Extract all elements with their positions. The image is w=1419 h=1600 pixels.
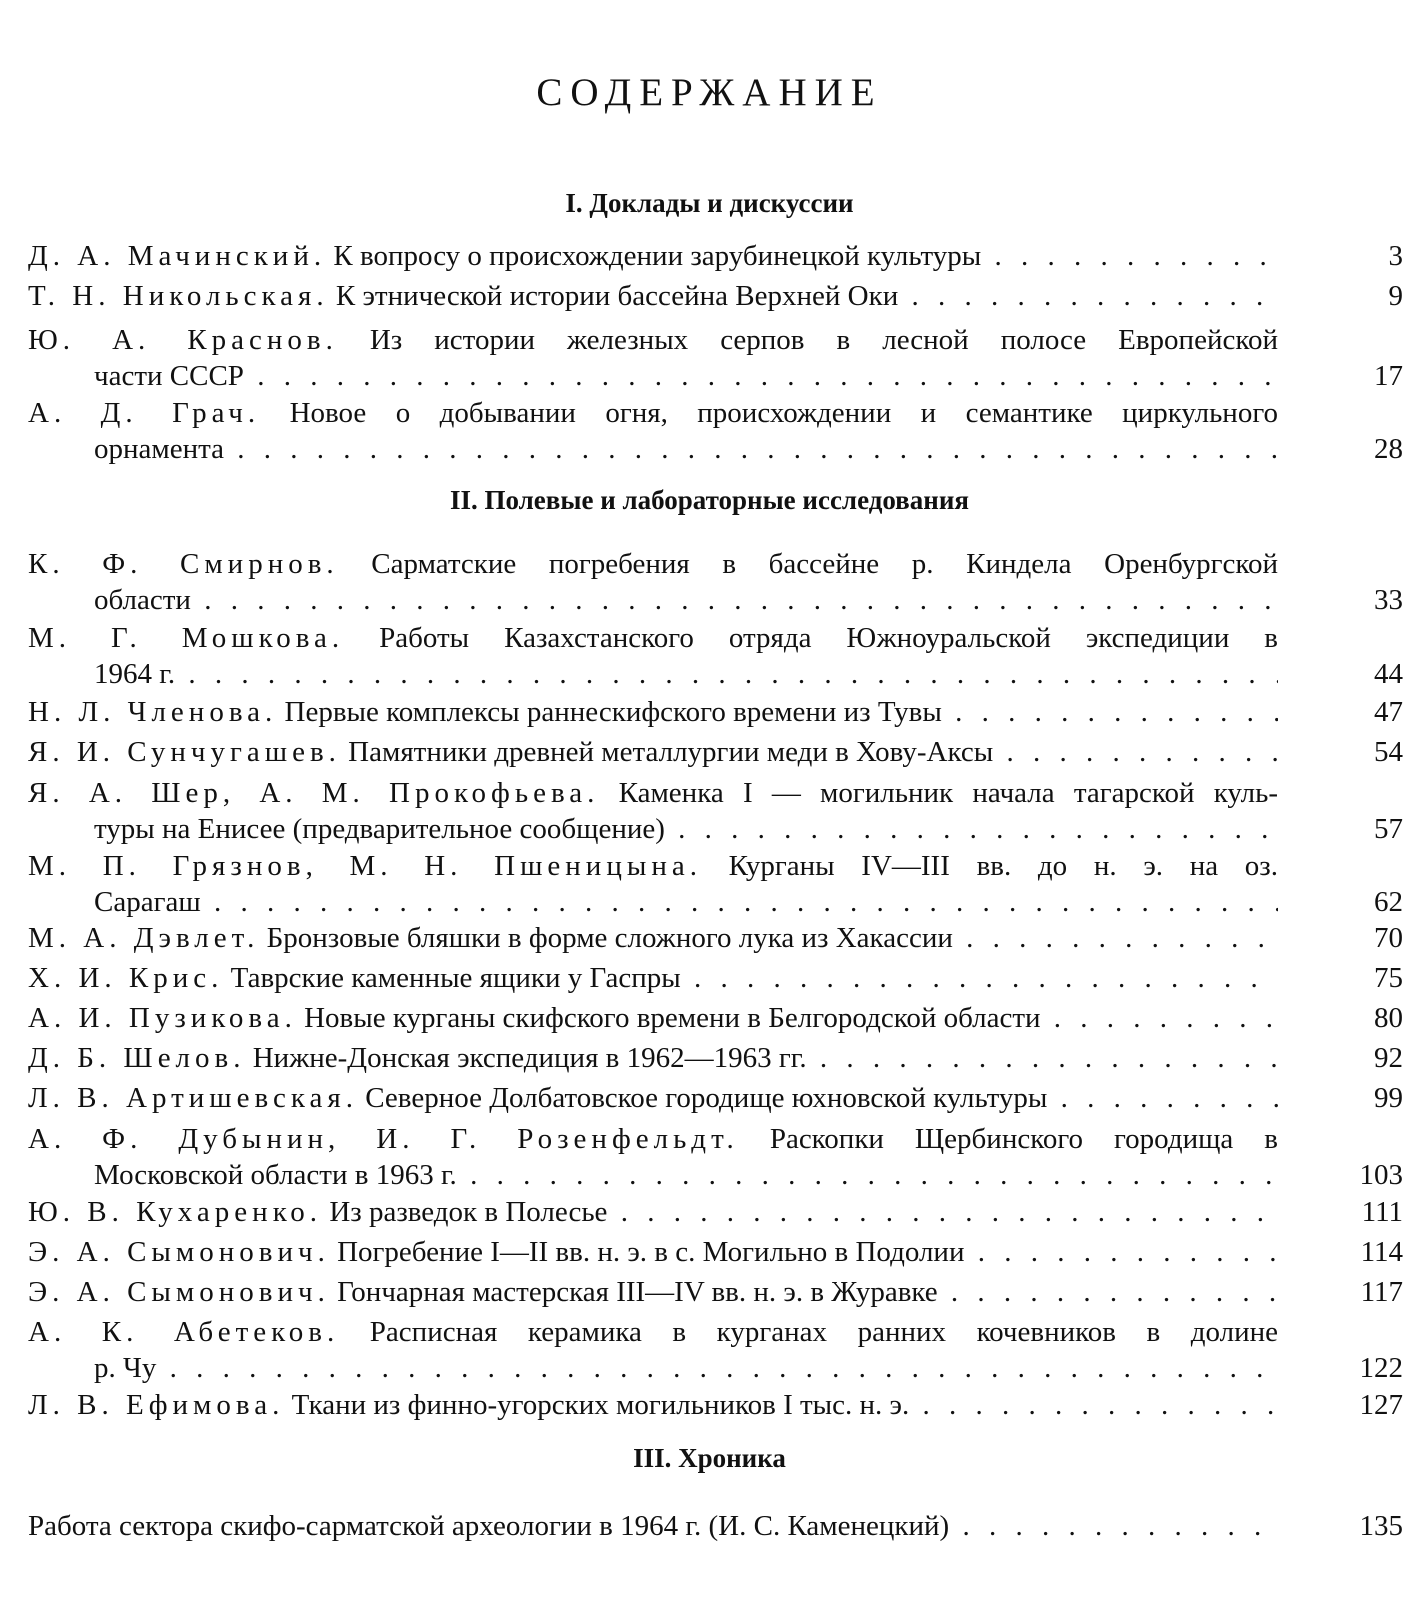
entry-first-line	[28, 694, 1403, 730]
page-number: 17	[1374, 360, 1403, 392]
toc-entry[interactable]	[28, 322, 1403, 394]
entry-author: Н. Л. Членова.	[28, 696, 278, 728]
toc-entry[interactable]	[28, 694, 1403, 730]
entry-continuation: Сарагаш . . .	[94, 884, 1278, 920]
toc-entry[interactable]	[28, 734, 1403, 770]
entry-text	[28, 546, 1278, 582]
entry-title: Раскопки Щербинского городища в	[769, 1123, 1278, 1155]
page-number: 92	[1374, 1042, 1403, 1074]
toc-entry[interactable]	[28, 1314, 1403, 1386]
section-heading: II. Полевые и лабораторные исследования	[450, 485, 969, 515]
entry-continuation: туры на Енисее (предварительное сообщение) . . .	[94, 811, 1278, 847]
entry-author: М. П. Грязнов, М. Н. Пшеницына.	[28, 850, 702, 882]
entry-first-line	[28, 1314, 1403, 1350]
entry-first-line	[28, 1508, 1403, 1544]
entry-text	[28, 278, 1278, 314]
entry-continuation-line	[28, 582, 1403, 618]
entry-continuation-line	[28, 358, 1403, 394]
toc-entry[interactable]	[28, 1508, 1403, 1544]
page-number: 70	[1374, 922, 1403, 954]
entry-title: Сарматские погребения в бассейне р. Киндела Оренбургской	[371, 548, 1278, 580]
toc-entry[interactable]	[28, 1234, 1403, 1270]
entry-title: Расписная керамика в курганах ранних кочевников в долине	[369, 1316, 1278, 1348]
entry-text	[28, 734, 1278, 770]
entry-title: К вопросу о происхождении зарубинецкой культуры	[333, 240, 982, 272]
entry-text	[28, 1121, 1278, 1157]
entry-first-line	[28, 960, 1403, 996]
entry-author: Я. А. Шер, А. М. Прокофьева.	[28, 777, 600, 809]
entry-author: М. Г. Мошкова.	[28, 622, 345, 654]
entry-text	[28, 395, 1278, 431]
entry-text	[28, 1314, 1278, 1350]
entry-author: Х. И. Крис.	[28, 962, 224, 994]
entry-author: Д. А. Мачинский.	[28, 240, 327, 272]
entry-continuation: области . . .	[94, 582, 1278, 618]
page-number: 111	[1361, 1196, 1403, 1228]
page-number: 122	[1359, 1352, 1403, 1384]
entry-title: Ткани из финно-угорских могильников I тыс. н. э.	[291, 1389, 910, 1421]
entry-continuation: орнамента . . .	[94, 431, 1278, 467]
page-number: 135	[1359, 1510, 1403, 1542]
page-number: 127	[1359, 1389, 1403, 1421]
entry-first-line	[28, 848, 1403, 884]
toc-entry[interactable]	[28, 1080, 1403, 1116]
entry-title: К этнической истории бассейна Верхней Оки	[335, 280, 899, 312]
entry-author: Л. В. Артишевская.	[28, 1082, 358, 1114]
entry-author: Э. А. Сымонович.	[28, 1236, 330, 1268]
page-number: 28	[1374, 433, 1403, 465]
entry-author: Я. И. Сунчугашев.	[28, 736, 341, 768]
entry-continuation-line	[28, 884, 1403, 920]
toc-entry[interactable]	[28, 395, 1403, 467]
entry-title: Из разведок в Полесье	[329, 1196, 608, 1228]
entry-text	[28, 1387, 1278, 1423]
page-number: 54	[1374, 736, 1403, 768]
entry-first-line	[28, 1121, 1403, 1157]
entry-title: Погребение I—II вв. н. э. в с. Могильно в Подолии	[337, 1236, 965, 1268]
entry-first-line	[28, 238, 1403, 274]
entry-first-line	[28, 620, 1403, 656]
entry-author: Э. А. Сымонович.	[28, 1276, 330, 1308]
entry-continuation-line	[28, 1350, 1403, 1386]
toc-entry[interactable]	[28, 1194, 1403, 1230]
entry-first-line	[28, 546, 1403, 582]
entry-text	[28, 238, 1278, 274]
section-heading: I. Доклады и дискуссии	[565, 188, 854, 218]
page-number: 117	[1360, 1276, 1403, 1308]
entry-title: Бронзовые бляшки в форме сложного лука из Хакассии	[266, 922, 953, 954]
entry-continuation: Московской области в 1963 г. . . .	[94, 1157, 1278, 1193]
entry-author: А. И. Пузикова.	[28, 1002, 297, 1034]
entry-author: А. Ф. Дубынин, И. Г. Розенфельдт.	[28, 1123, 739, 1155]
toc-entry[interactable]	[28, 775, 1403, 847]
toc-entry[interactable]	[28, 920, 1403, 956]
entry-continuation: 1964 г. . . .	[94, 656, 1278, 692]
entry-text	[28, 1508, 1278, 1544]
toc-entry[interactable]	[28, 960, 1403, 996]
entry-author: Д. Б. Шелов.	[28, 1042, 246, 1074]
entry-text	[28, 1000, 1278, 1036]
page-number: 57	[1374, 813, 1403, 845]
entry-text	[28, 694, 1278, 730]
entry-author: М. А. Дэвлет.	[28, 922, 260, 954]
entry-text	[28, 1194, 1278, 1230]
entry-first-line	[28, 920, 1403, 956]
entry-continuation-line	[28, 431, 1403, 467]
entry-title: Первые комплексы раннескифского времени из Тувы	[284, 696, 942, 728]
page-title: СОДЕРЖАНИЕ	[536, 71, 883, 114]
entry-text	[28, 1040, 1278, 1076]
entry-title: Курганы IV—III вв. до н. э. на оз.	[728, 850, 1278, 882]
page-number: 9	[1388, 280, 1403, 312]
entry-text	[28, 775, 1278, 811]
entry-author: К. Ф. Смирнов.	[28, 548, 339, 580]
entry-first-line	[28, 322, 1403, 358]
entry-first-line	[28, 395, 1403, 431]
entry-first-line	[28, 734, 1403, 770]
entry-first-line	[28, 278, 1403, 314]
toc-entry[interactable]	[28, 278, 1403, 314]
entry-title: Таврские каменные ящики у Гаспры	[230, 962, 681, 994]
entry-title: Каменка I — могильник начала тагарской куль-	[618, 777, 1278, 809]
entry-first-line	[28, 1234, 1403, 1270]
page-number: 99	[1374, 1082, 1403, 1114]
page-number: 114	[1360, 1236, 1403, 1268]
entry-title: Работа сектора скифо-сарматской археологии в 1964 г. (И. С. Каменецкий)	[28, 1510, 950, 1542]
entry-first-line	[28, 1194, 1403, 1230]
entry-first-line	[28, 1080, 1403, 1116]
entry-first-line	[28, 1274, 1403, 1310]
entry-author: Ю. А. Краснов.	[28, 324, 338, 356]
page-number: 3	[1388, 240, 1403, 272]
entry-text	[28, 620, 1278, 656]
page-number: 62	[1374, 886, 1403, 918]
entry-title: Северное Долбатовское городище юхновской культуры	[365, 1082, 1048, 1114]
entry-continuation: р. Чу . . .	[94, 1350, 1278, 1386]
toc-entry[interactable]	[28, 1040, 1403, 1076]
entry-author: Т. Н. Никольская.	[28, 280, 329, 312]
page-number: 44	[1374, 658, 1403, 690]
entry-title: Работы Казахстанского отряда Южноуральской экспедиции в	[379, 622, 1278, 654]
entry-title: Гончарная мастерская III—IV вв. н. э. в Журавке	[337, 1276, 938, 1308]
entry-first-line	[28, 775, 1403, 811]
entry-author: А. К. Абетеков.	[28, 1316, 340, 1348]
entry-title: Из истории железных серпов в лесной полосе Европейской	[369, 324, 1278, 356]
entry-continuation: части СССР . . .	[94, 358, 1278, 394]
entry-title: Памятники древней металлургии меди в Хову-Аксы	[348, 736, 994, 768]
entry-title: Нижне-Донская экспедиция в 1962—1963 гг.	[252, 1042, 807, 1074]
page-number: 75	[1374, 962, 1403, 994]
entry-continuation-line	[28, 811, 1403, 847]
entry-text	[28, 848, 1278, 884]
entry-continuation-line	[28, 1157, 1403, 1193]
entry-first-line	[28, 1000, 1403, 1036]
entry-text	[28, 322, 1278, 358]
entry-first-line	[28, 1387, 1403, 1423]
entry-text	[28, 920, 1278, 956]
page-number: 47	[1374, 696, 1403, 728]
entry-author: Л. В. Ефимова.	[28, 1389, 285, 1421]
entry-text	[28, 1274, 1278, 1310]
section-heading: III. Хроника	[633, 1443, 786, 1473]
toc-entry[interactable]	[28, 1000, 1403, 1036]
toc-entry[interactable]	[28, 1387, 1403, 1423]
toc-entry[interactable]	[28, 546, 1403, 618]
entry-title: Новое о добывании огня, происхождении и семантике циркульного	[289, 397, 1278, 429]
toc-entry[interactable]	[28, 1274, 1403, 1310]
entry-text	[28, 960, 1278, 996]
entry-author: А. Д. Грач.	[28, 397, 261, 429]
entry-first-line	[28, 1040, 1403, 1076]
toc-entry[interactable]	[28, 1121, 1403, 1193]
toc-entry[interactable]	[28, 620, 1403, 692]
page-number: 103	[1359, 1159, 1403, 1191]
toc-entry[interactable]	[28, 238, 1403, 274]
entry-text	[28, 1080, 1278, 1116]
entry-author: Ю. В. Кухаренко.	[28, 1196, 323, 1228]
entry-text	[28, 1234, 1278, 1270]
entry-title: Новые курганы скифского времени в Белгородской области	[304, 1002, 1041, 1034]
toc-entry[interactable]	[28, 848, 1403, 920]
page-number: 80	[1374, 1002, 1403, 1034]
entry-continuation-line	[28, 656, 1403, 692]
page-number: 33	[1374, 584, 1403, 616]
